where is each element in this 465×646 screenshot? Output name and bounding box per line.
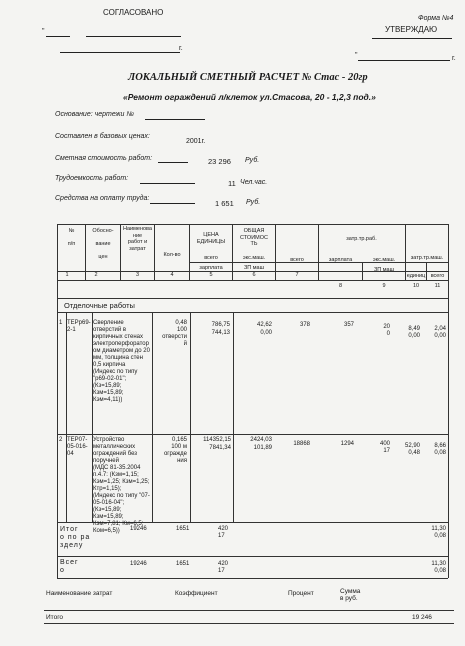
row-expmash: 20 0 [383, 324, 390, 337]
document-subtitle: «Ремонт ограждений л/клеток ул.Стасова, 20 - 1,2,3 под.» [123, 92, 376, 102]
row-price-all: 114352,15 [203, 437, 231, 443]
row-labor-total: 8,66 0,08 [434, 443, 446, 456]
header-basis: Обосно- вание цен [92, 228, 114, 260]
grand-all: 19246 [130, 561, 147, 567]
row-labor-unit: 52,90 0,48 [404, 443, 420, 456]
table-border [405, 224, 406, 280]
header-price-salary: зарплата [199, 265, 223, 271]
wage-unit: Руб. [246, 199, 261, 206]
quote-mark-right: " [355, 52, 358, 59]
basis-line [145, 119, 205, 120]
subtotal-expmash: 420 17 [218, 526, 229, 539]
table-border [318, 224, 319, 280]
subtotal-salary: 1651 [176, 526, 190, 532]
row-expmash: 400 17 [379, 441, 390, 454]
table-border [66, 312, 67, 522]
date-line [46, 36, 70, 37]
quote-mark-left: " [42, 28, 45, 35]
header-qty: Кол-во [163, 252, 181, 258]
year-suffix: г. [452, 55, 456, 62]
footer-coef-label: Коэффициент [175, 590, 218, 597]
footer-divider [44, 623, 454, 624]
subtotal-all: 19246 [130, 526, 147, 532]
footer-total-label: Итого [46, 614, 64, 621]
year-suffix: г. [179, 45, 183, 52]
row-salary: 1294 [340, 441, 354, 447]
date-line [60, 52, 180, 53]
labor-unit: Чел.час. [240, 179, 268, 186]
header-no: № п/п [67, 228, 76, 247]
row-all: 18868 [293, 441, 310, 447]
grand-labor: 11,30 0,08 [431, 561, 446, 574]
col-number: 8 [338, 283, 343, 289]
header-machine-group: затр.тр.маш. [410, 255, 444, 261]
row-name: Устройство металлических ограждений без поручней (МДС 81-35.2004 п.4.7: (Кзм=1,15; Кэм=1,25; Кзм=1,25; Ктр=1,15); (Индекс по типу "07- 05-016-04"; (Кз=15,89; Кзм=15,89; Кэм=7,81; Км=6,5; Ком=6,5)) [93, 437, 150, 534]
header-salary: зарплата [328, 257, 353, 263]
cost-label: Сметная стоимость работ: [55, 155, 153, 162]
table-border [57, 280, 448, 281]
row-all: 378 [299, 322, 310, 328]
row-number: 2 [59, 437, 63, 443]
labor-label: Трудоемкость работ: [55, 175, 129, 182]
col-number: 5 [209, 272, 213, 278]
header-expmash: экс.маш. [372, 257, 396, 263]
cost-line [158, 162, 188, 163]
header-name: Наименова ние работ и затрат [123, 226, 152, 252]
col-number: 11 [434, 283, 441, 289]
header-labor-group: затр.тр.раб. [346, 236, 377, 242]
row-salary: 357 [343, 322, 354, 328]
grand-salary: 1651 [176, 561, 190, 567]
col-number: 1 [65, 272, 69, 278]
col-number: 9 [382, 283, 386, 289]
prices-label: Составлен в базовых ценах: [55, 133, 150, 140]
row-total-exp: 101,89 [253, 445, 272, 451]
table-border [57, 578, 448, 579]
subtotal-label: Итог о по ра зделу [60, 526, 91, 549]
col-number: 10 [412, 283, 420, 289]
section-title: Отделочные работы [64, 301, 135, 310]
header-all: всего [290, 257, 304, 263]
col-number: 6 [252, 272, 256, 278]
approved-left-label: СОГЛАСОВАНО [103, 8, 164, 17]
cost-unit: Руб. [245, 157, 260, 164]
prices-value: 2001г. [186, 138, 206, 145]
table-border [57, 224, 448, 225]
row-total: 42,62 [256, 322, 272, 328]
table-border [57, 312, 448, 313]
row-qty: 0,165 100 м огражде ния [163, 437, 187, 464]
header-total-exp: экс.маш. [242, 255, 266, 261]
table-border [57, 434, 448, 435]
approved-right-label: УТВЕРЖДАЮ [385, 25, 438, 34]
basis-label: Основание: чертежи № [55, 111, 134, 118]
table-border [152, 312, 153, 522]
footer-total-value: 19 246 [412, 614, 432, 621]
row-name: Сверление отверстий в кирпичных стенах электроперфоратор ом диаметром до 20 мм, толщина стен 0,5 кирпича (Индекс по типу "р69-02-01"; (Кз=15,89; Кзм=15,89; Кэм=4,11)) [93, 320, 150, 403]
wage-line [150, 203, 195, 204]
row-labor-total: 2,04 0,00 [434, 326, 446, 339]
document-title: ЛОКАЛЬНЫЙ СМЕТНЫЙ РАСЧЕТ № Стас - 20гр [128, 72, 368, 83]
table-border [233, 312, 234, 522]
subtotal-labor: 11,30 0,08 [431, 526, 446, 539]
wage-label: Средства на оплату труда: [55, 195, 150, 202]
wage-value: 1 651 [215, 199, 234, 208]
header-total: ОБЩАЯ СТОИМОС ТЬ [240, 228, 268, 247]
header-sum: всего [430, 273, 445, 279]
row-price-all: 786,75 [211, 322, 230, 328]
grand-expmash: 420 17 [218, 561, 229, 574]
row-price-salary: 744,13 [211, 330, 230, 336]
row-code: ТЕР07- 05-016- 04 [67, 437, 88, 457]
row-labor-unit: 8,49 0,00 [408, 326, 420, 339]
header-unit: единиц [406, 273, 426, 279]
header-zpmash: ЗП маш [373, 267, 395, 273]
row-total-exp: 0,00 [260, 330, 272, 336]
row-number: 1 [59, 320, 63, 326]
grand-label: Всег о [60, 559, 79, 574]
signature-line [372, 38, 452, 39]
col-number: 4 [170, 272, 174, 278]
form-number: Форма №4 [418, 15, 454, 22]
table-border [57, 298, 448, 299]
cost-value: 23 296 [208, 157, 231, 166]
header-total-zpmash: ЗП маш [243, 265, 265, 271]
header-price: ЦЕНА ЕДИНИЦЫ [196, 232, 226, 245]
row-qty: 0,48 100 отверсти й [162, 320, 187, 347]
labor-value: 11 [228, 179, 236, 188]
col-number: 3 [135, 272, 140, 278]
signature-line [86, 36, 181, 37]
row-price-salary: 7841,34 [209, 445, 231, 451]
date-line [358, 60, 450, 61]
table-border [57, 556, 448, 557]
footer-divider [44, 610, 454, 611]
footer-name-label: Наименование затрат [46, 590, 113, 597]
table-border [448, 224, 449, 578]
row-total: 2424,03 [250, 437, 272, 443]
footer-percent-label: Процент [288, 590, 314, 597]
col-number: 7 [295, 272, 299, 278]
footer-sum-label: Сумма в руб. [340, 588, 361, 602]
col-number: 2 [94, 272, 98, 278]
header-price-all: всего [204, 255, 218, 261]
table-border [190, 312, 191, 522]
row-code: ТЕРр69- 2-1 [67, 320, 91, 333]
labor-line [140, 183, 195, 184]
